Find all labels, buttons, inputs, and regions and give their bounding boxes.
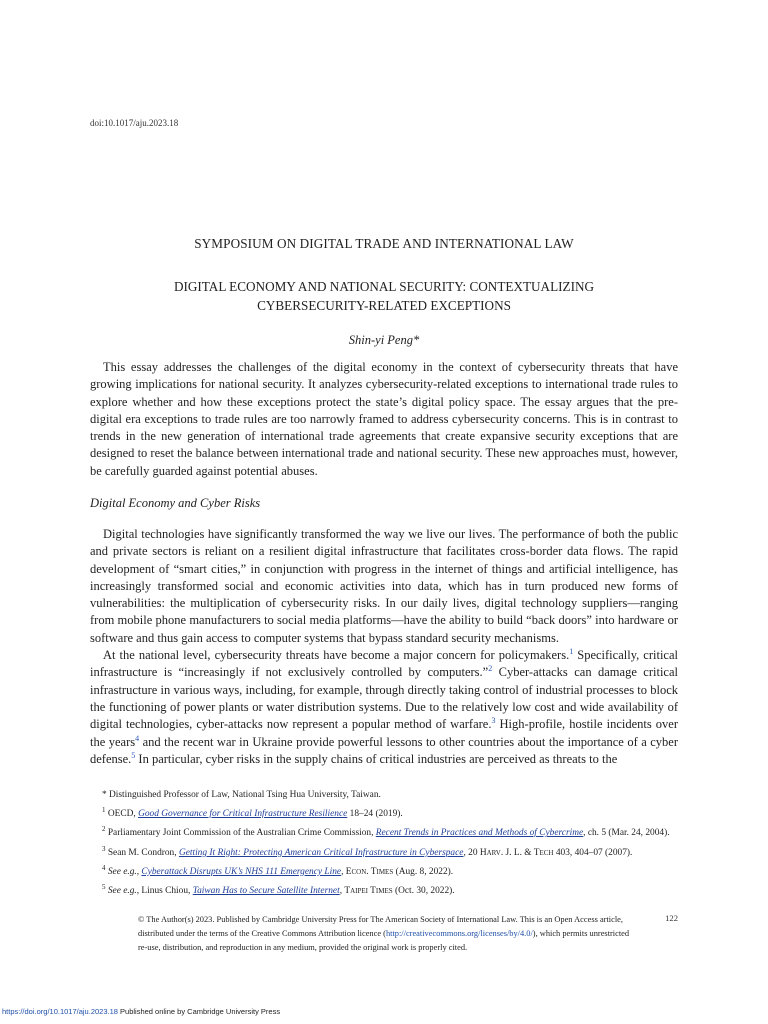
bottom-bar: https://doi.org/10.1017/aju.2023.18 Published online by Cambridge University Press (2, 1007, 281, 1016)
section-body (90, 526, 678, 768)
footnote-5: $^5$ See e.g., Linus Chiou, Taiwan Has to Secure Satellite Internet, Taipei Times (Oct. 30, 2022). (102, 883, 455, 897)
paragraph-1: Digital technologies have significantly transformed the way we live our lives. The performance of both the public and private sectors is reliant on a resilient digital infrastructure that facilitates cross-border data flows. The rapid development of “smart cities,” in conjunction with progress in the internet of things and artificial intelligence, has increasingly transformed social and economic activities into data, which has in turn produced new forms of vulnerabilities: the multiplication of cybersecurity risks. In our daily lives, digital technology suppliers—ranging from mobile phone manufacturers to social media platforms—have the ability to build “back doors” into hardware or software and thus gain access to computer systems that bypass standard security mechanisms. (90, 527, 678, 645)
license-notice: © The Author(s) 2023. Published by Cambridge University Press for The American Society of International Law. This is an Open Access article, distributed under the terms of the Creative Commons Attribution licence (http://creativecommons.org/licenses/by/4.0/), which permits unrestricted re-use, distribution, and reproduction in any medium, provided the original work is properly cited. (138, 915, 630, 952)
footnote-ref-2[interactable]: 2 (488, 664, 493, 674)
footnote-1-link[interactable]: Good Governance for Critical Infrastructure Resilience (138, 809, 348, 820)
title-line-2: CYBERSECURITY-RELATED EXCEPTIONS (257, 298, 511, 313)
doi-label: doi:10.1017/aju.2023.18 (90, 118, 179, 128)
article-title (100, 277, 668, 315)
section-heading: Digital Economy and Cyber Risks (90, 496, 261, 510)
footnote-4-link[interactable]: Cyberattack Disrupts UK’s NHS 111 Emergency Line (141, 866, 342, 877)
footnote-ref-5[interactable]: 5 (131, 750, 136, 760)
footnote-author: * Distinguished Professor of Law, National Tsing Hua University, Taiwan. (102, 790, 381, 800)
footnote-ref-1[interactable]: 1 (569, 647, 574, 657)
page-number: 122 (665, 913, 678, 923)
footnote-3-link[interactable]: Getting It Right: Protecting American Critical Infrastructure in Cyberspace (178, 847, 464, 858)
footnote-2: $^2$ Parliamentary Joint Commission of the Australian Crime Commission, Recent Trends in Practices and Methods of Cybercrime, ch. 5 (Mar. 24, 2004). (102, 825, 670, 839)
footnote-3: $^3$ Sean M. Condron, Getting It Right: Protecting American Critical Infrastructure in Cyberspace, 20 Harv. J. L. & Tech 403, 404–07 (2007). (102, 844, 633, 858)
title-line-1: DIGITAL ECONOMY AND NATIONAL SECURITY: CONTEXTUALIZING (173, 279, 595, 294)
footnote-1: $^1$ OECD, Good Governance for Critical Infrastructure Resilience 18–24 (2019). (102, 806, 403, 820)
abstract-paragraph: This essay addresses the challenges of the digital economy in the context of cybersecurity threats that have growing implications for national security. It analyzes cybersecurity-related exceptions to international trade rules to explore whether and how these exceptions protect the state’s digital policy space. The essay argues that the pre-digital era exceptions to trade rules are too narrowly framed to address cybersecurity concerns. This is in contrast to trends in the new generation of international trade agreements that create expansive security exceptions that are designed to reset the balance between international trade and national security. These new approaches must, however, be carefully guarded against potential abuses. (90, 360, 678, 478)
footnote-2-link[interactable]: Recent Trends in Practices and Methods of Cybercrime (375, 828, 584, 839)
paragraph-2: At the national level, cybersecurity threats have become a major concern for policymakers.$^1$ Specifically, critical infrastructure is “increasingly if not exclusively controlled by computers.”$^2$ Cyber-attacks can damage critical infrastructure in various ways, including, for example, through directly taking control of industrial processes to block the functioning of power plants or water distribution systems. Due to the relatively low cost and wide availability of digital technologies, cyber-attacks now represent a popular method of warfare.$^3$ High-profile, hostile incidents over the years$^4$ and the recent war in Ukraine provide powerful lessons to other countries about the importance of a cyber defense.$^5$ In particular, cyber risks in the supply chains of critical industries are perceived as threats to the (90, 647, 679, 766)
symposium-title: SYMPOSIUM ON DIGITAL TRADE AND INTERNATIONAL LAW (194, 236, 574, 251)
footnote-4: $^4$ See e.g., Cyberattack Disrupts UK’s NHS 111 Emergency Line, Econ. Times (Aug. 8, 2022). (102, 863, 454, 877)
author-name: Shin-yi Peng* (348, 333, 420, 347)
license-link[interactable]: http://creativecommons.org/licenses/by/4.0/ (385, 929, 533, 938)
abstract (90, 359, 678, 480)
footnotes (90, 788, 678, 899)
footnote-ref-4[interactable]: 4 (135, 733, 140, 743)
footnote-ref-3[interactable]: 3 (491, 716, 496, 726)
footnote-5-link[interactable]: Taiwan Has to Secure Satellite Internet (192, 886, 340, 897)
doi-link[interactable]: https://doi.org/10.1017/aju.2023.18 (2, 1007, 118, 1016)
